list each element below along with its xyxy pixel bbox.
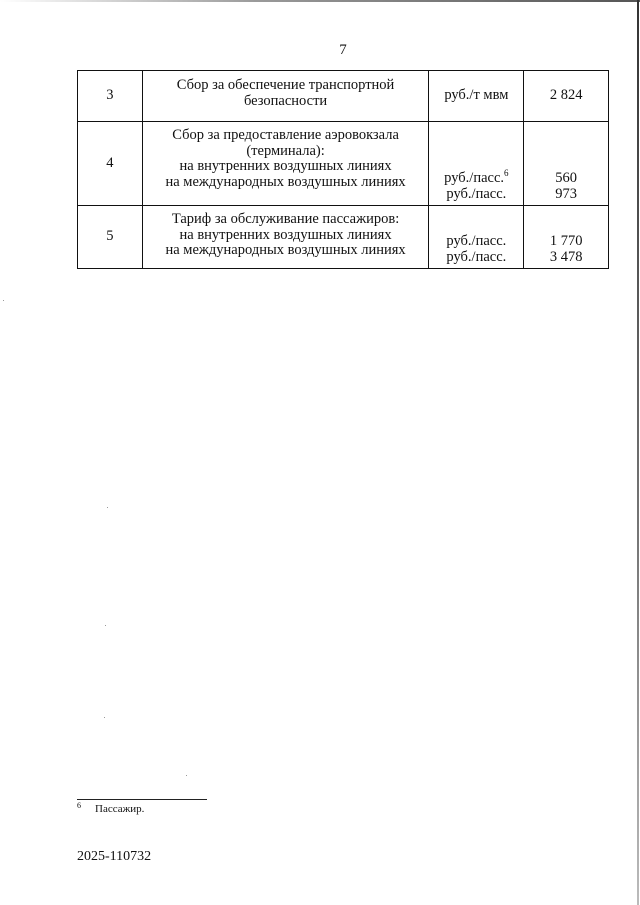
scan-right-edge [637,0,639,905]
name-line: на международных воздушных линиях [165,242,406,258]
row-number: 3 [78,71,143,122]
row-value [524,206,609,269]
footnote-ref: 6 [504,168,509,179]
row-unit: руб./т мвм [429,71,524,122]
unit-line: руб./пасс. [446,185,507,202]
row-value: 2 824 [524,71,609,122]
table-row [78,71,609,122]
value-line: 973 [555,185,577,202]
scan-speck [186,775,187,776]
name-line: на внутренних воздушных линиях [179,158,392,174]
row-name [142,206,429,269]
footnote-mark: 6 [77,801,81,810]
scan-speck [105,625,106,626]
scan-speck [3,300,4,301]
document-code: 2025-110732 [77,849,152,864]
name-line: Сбор за обеспечение транспортной [176,77,395,93]
row-number: 5 [78,206,143,269]
unit-line [429,168,523,187]
tariff-table [77,70,609,269]
name-line: на международных воздушных линиях [165,173,406,190]
footnote-separator [77,799,207,800]
name-line: (терминала): [246,142,325,159]
unit-line: руб./пасс. [446,233,507,249]
scan-speck [107,507,108,508]
footnote-text: Пассажир. [95,803,145,815]
page-number: 7 [339,42,347,58]
row-name [142,71,429,122]
unit-line: руб./пасс. [446,248,507,265]
row-unit [429,206,524,269]
row-value [524,122,609,206]
name-line: безопасности [243,92,328,109]
value-line: 3 478 [549,248,583,265]
scan-speck [104,717,105,718]
name-line: Тариф за обслуживание пассажиров: [171,211,400,227]
table-row [78,122,609,206]
row-number: 4 [78,122,143,206]
name-line: Сбор за предоставление аэровокзала [172,127,399,143]
footnote [77,803,144,815]
table-row [78,206,609,269]
value-line: 560 [555,170,577,186]
scan-top-edge [0,0,640,2]
row-unit [429,122,524,206]
row-name [142,122,429,206]
value-line: 1 770 [549,233,583,249]
unit-text: руб./пасс. [444,170,505,186]
name-line: на внутренних воздушных линиях [179,226,392,243]
